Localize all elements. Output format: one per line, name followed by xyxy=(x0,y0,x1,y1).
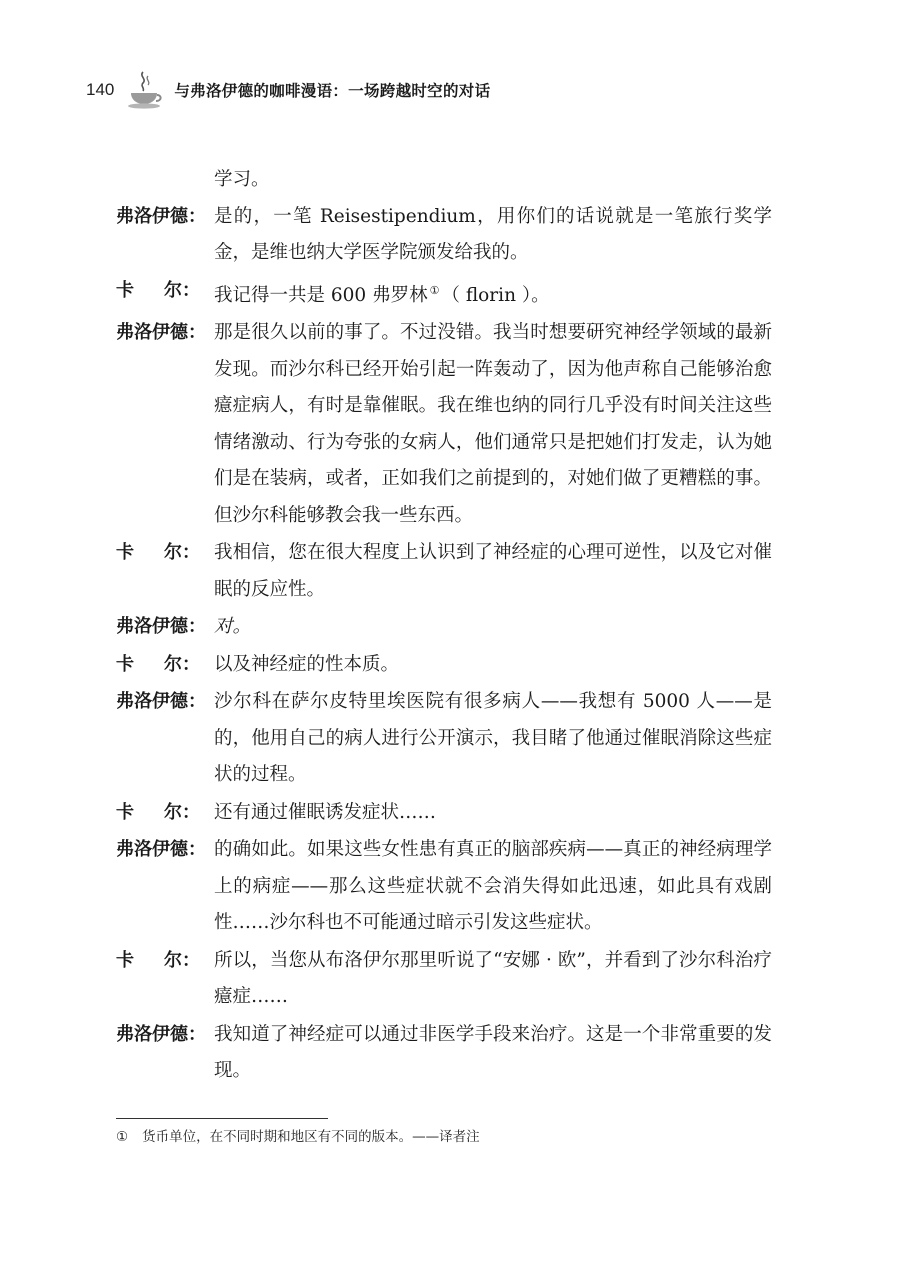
page-number: 140 xyxy=(86,80,115,99)
dialogue-entry xyxy=(116,535,772,608)
speaker-first-char: 卡 xyxy=(116,653,134,675)
speaker-label: 弗洛伊德： xyxy=(116,1023,206,1045)
dialogue-body xyxy=(116,162,772,1091)
speech-text: 我相信，您在很大程度上认识到了神经症的心理可逆性，以及它对催眠的反应性。 xyxy=(214,542,772,600)
speech-text: 是的，一笔 Reisestipendium，用你们的话说就是一笔旅行奖学金，是维也纳大学医学院颁发给我的。 xyxy=(214,205,772,263)
speaker-label: 弗洛伊德： xyxy=(116,839,206,860)
continuation-text: 学习。 xyxy=(214,169,270,190)
speaker-label xyxy=(116,273,214,315)
coffee-cup-icon xyxy=(126,70,164,110)
dialogue-entry xyxy=(116,832,772,942)
speech-text: 以及神经症的性本质。 xyxy=(214,653,400,675)
dialogue-entry xyxy=(116,684,772,794)
speaker-label xyxy=(116,943,214,1016)
dialogue-entry xyxy=(116,647,772,684)
dialogue-entry xyxy=(116,609,772,646)
footnote xyxy=(116,1127,480,1147)
dialogue-entry xyxy=(116,273,772,315)
dialogue-entry xyxy=(116,199,772,272)
speaker-second-char: 尔： xyxy=(164,801,200,823)
speaker-second-char: 尔： xyxy=(164,653,200,675)
speech-text: 那是很久以前的事了。不过没错。我当时想要研究神经学领域的最新发现。而沙尔科已经开始引起一阵轰动了，因为他声称自己能够治愈癔症病人，有时是靠催眠。我在维也纳的同行几乎没有时间关注这些情绪激动、行为夸张的女病人，他们通常只是把她们打发走，认为她们是在装病，或者，正如我们之前提到的，对她们做了更糟糕的事。但沙尔科能够教会我一些东西。 xyxy=(214,322,772,526)
dialogue-entry xyxy=(116,315,772,534)
speech-text: 沙尔科在萨尔皮特里埃医院有很多病人——我想有 5000 人——是的，他用自己的病人进行公开演示，我目睹了他通过催眠消除这些症状的过程。 xyxy=(214,691,772,785)
footnote-marker: ① xyxy=(429,283,440,297)
footnote-divider xyxy=(116,1118,328,1119)
speaker-label: 弗洛伊德： xyxy=(116,322,206,343)
speaker-second-char: 尔： xyxy=(164,949,200,971)
speech-text xyxy=(214,273,772,315)
speaker-second-char: 尔： xyxy=(164,542,200,563)
speaker-label: 弗洛伊德： xyxy=(116,691,206,712)
footnote-text: 货币单位，在不同时期和地区有不同的版本。——译者注 xyxy=(142,1129,480,1145)
speech-text: 我知道了神经症可以通过非医学手段来治疗。这是一个非常重要的发现。 xyxy=(214,1023,772,1081)
dialogue-entry xyxy=(116,795,772,832)
speaker-label: 弗洛伊德： xyxy=(116,616,206,637)
footnote-number: ① xyxy=(116,1129,129,1145)
speech-text-part: 我记得一共是 600 弗罗林 xyxy=(214,284,428,306)
speech-text: 还有通过催眠诱发症状…… xyxy=(214,801,437,823)
speech-text: 所以，当您从布洛伊尔那里听说了“安娜 · 欧”，并看到了沙尔科治疗癔症…… xyxy=(214,949,772,1007)
speech-text: 的确如此。如果这些女性患有真正的脑部疾病——真正的神经病理学上的病症——那么这些症状就不会消失得如此迅速，如此具有戏剧性……沙尔科也不可能通过暗示引发这些症状。 xyxy=(214,839,772,933)
book-title: 与弗洛伊德的咖啡漫语：一场跨越时空的对话 xyxy=(174,82,491,100)
speaker-first-char: 卡 xyxy=(116,542,134,563)
speaker-second-char: 尔： xyxy=(164,279,200,301)
speech-text: 对。 xyxy=(214,616,252,637)
speaker-label xyxy=(116,795,214,832)
dialogue-entry xyxy=(116,943,772,1016)
speaker-first-char: 卡 xyxy=(116,801,134,823)
speech-text-part: （ florin ）。 xyxy=(441,284,550,306)
dialogue-entry xyxy=(116,1017,772,1090)
speaker-label xyxy=(116,647,214,684)
speaker-first-char: 卡 xyxy=(116,279,134,301)
speaker-first-char: 卡 xyxy=(116,949,134,971)
speaker-label: 弗洛伊德： xyxy=(116,205,206,227)
speaker-label xyxy=(116,535,214,608)
page-header xyxy=(86,70,490,110)
